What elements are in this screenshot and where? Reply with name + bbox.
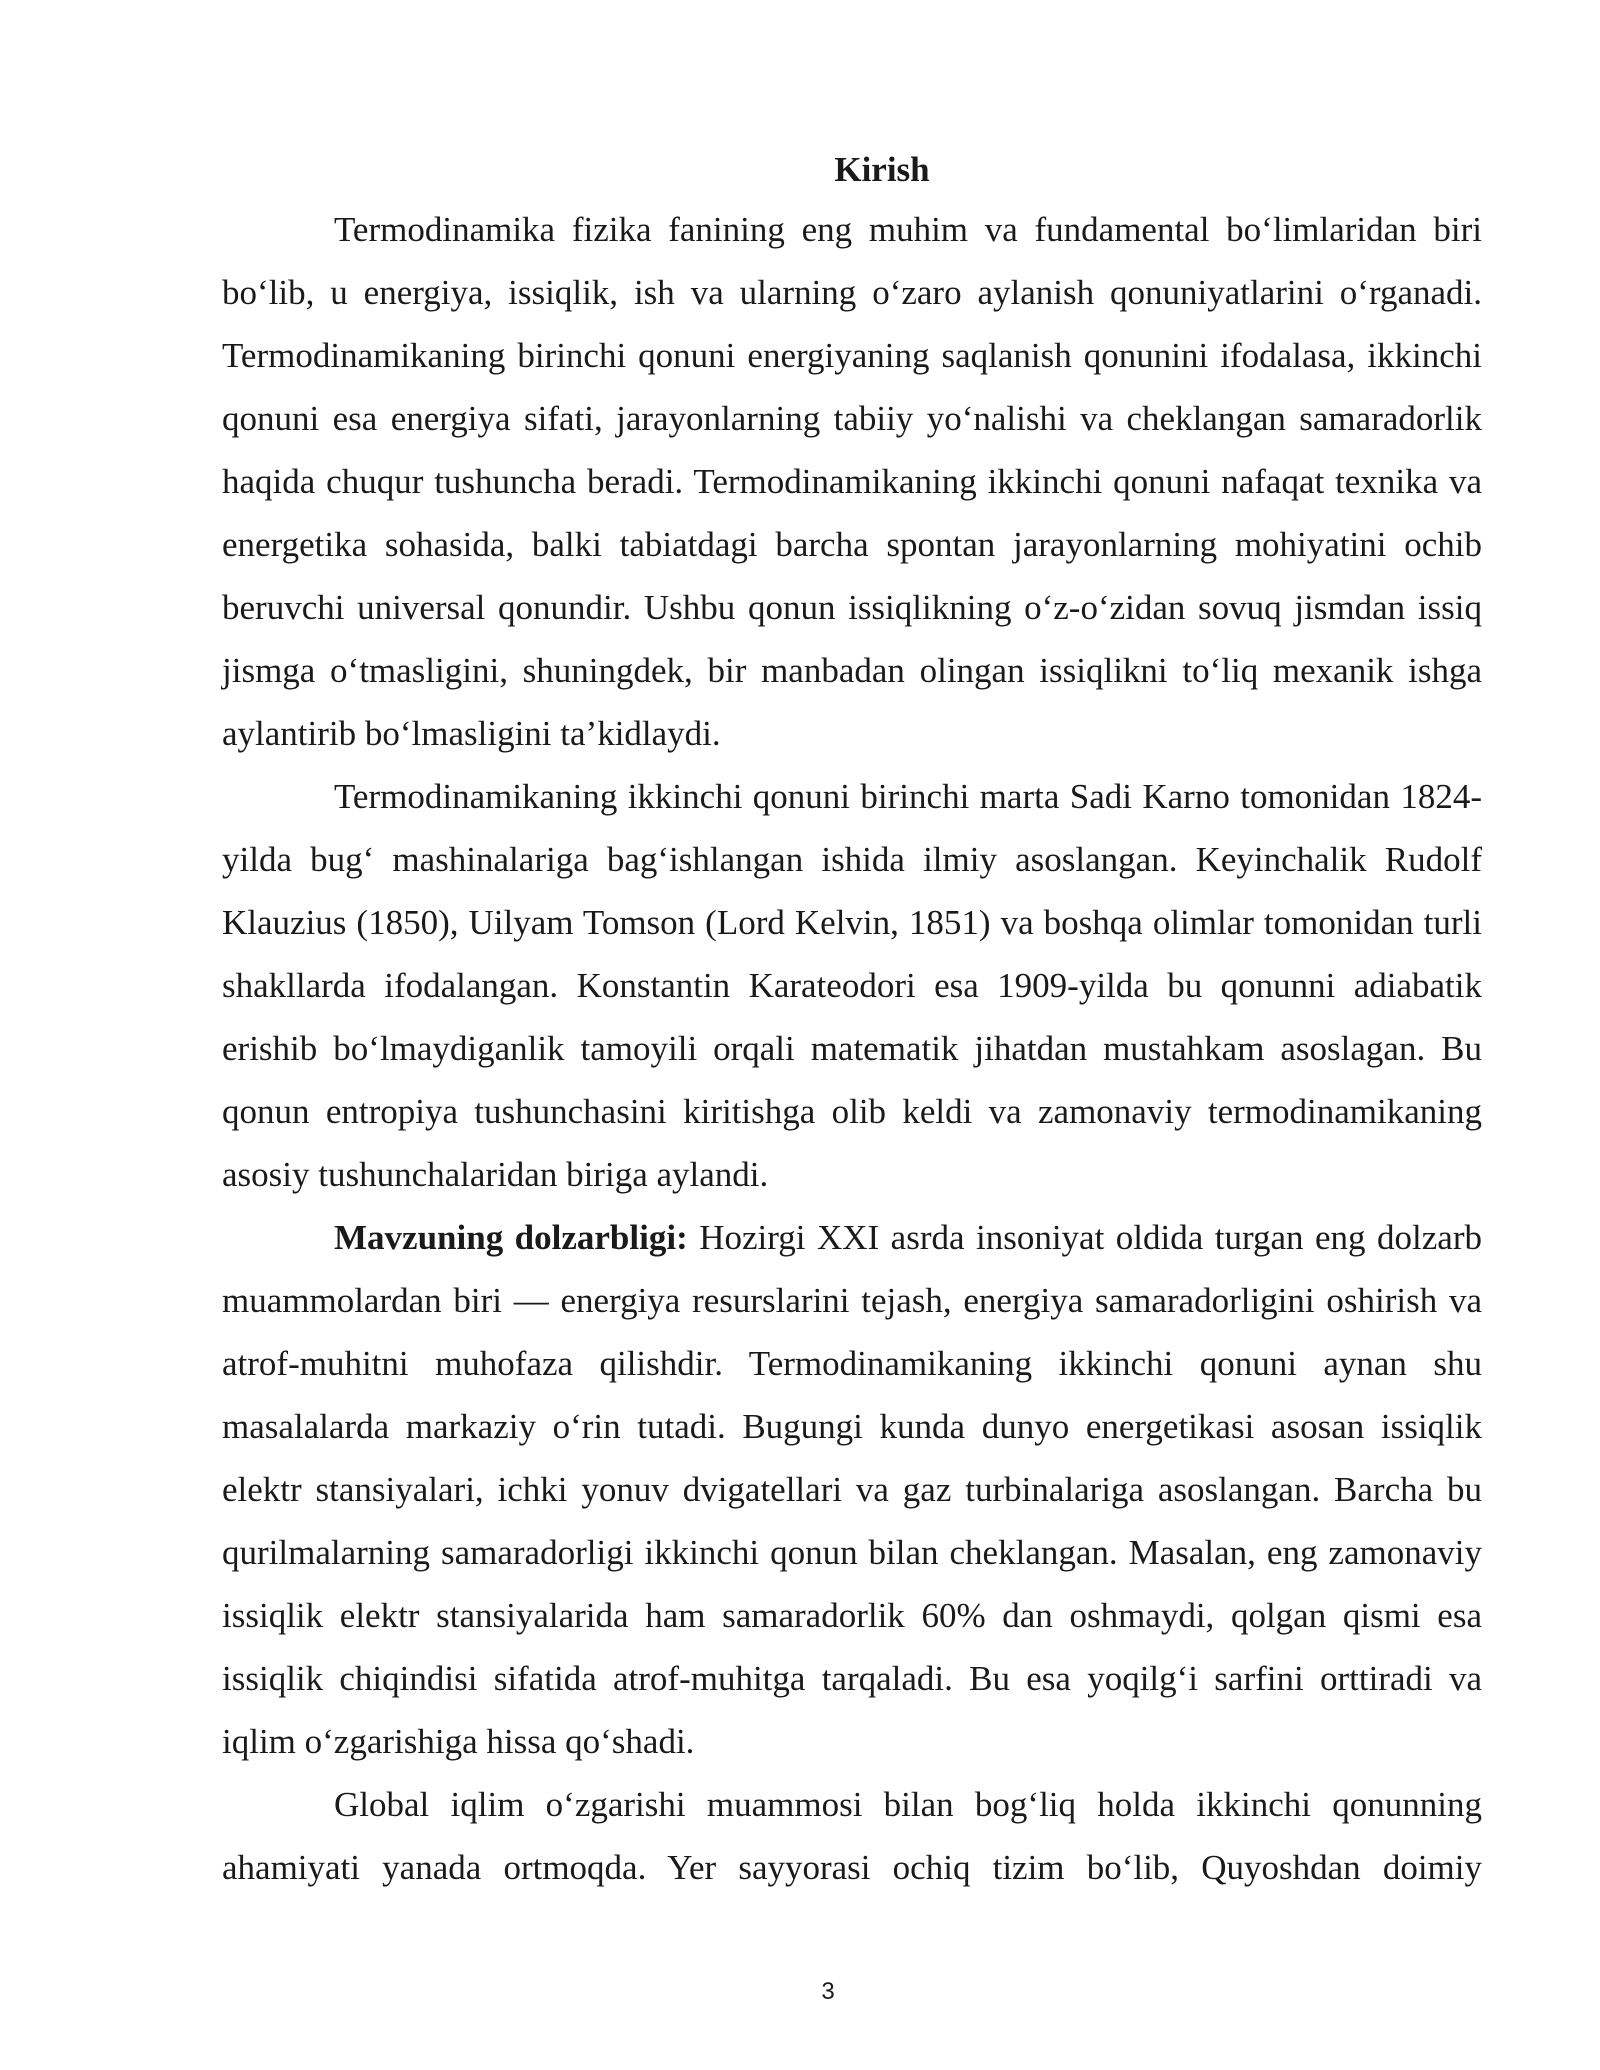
paragraph-text: Termodinamikaning ikkinchi qonuni birinchi marta Sadi Karno tomonidan 1824-yilda bug‘ mashinalariga bag‘ishlangan ishida ilmiy asoslangan. Keyinchalik Rudolf Klauzius (1850), Uilyam Tomson (Lord Kelvin, 1851) va boshqa olimlar tomonidan turli shakllarda ifodalangan. Konstantin Karateodori esa 1909-yilda bu qonunni adiabatik erishib bo‘lmaydiganlik tamoyili orqali matematik jihatdan mustahkam asoslagan. Bu qonun entropiya tushunchasini kiritishga olib keldi va zamonaviy termodinamikaning asosiy tushunchalaridan biriga aylandi. bbox=[222, 777, 1482, 1194]
page-content bbox=[222, 142, 1482, 1899]
paragraph-text: Global iqlim o‘zgarishi muammosi bilan bog‘liq holda ikkinchi qonunning ahamiyati yanada ortmoqda. Yer sayyorasi ochiq tizim bo‘lib, Quyoshdan doimiy bbox=[222, 1785, 1482, 1887]
paragraph-text: Hozirgi XXI asrda insoniyat oldida turgan eng dolzarb muammolardan biri — energiya resurslarini tejash, energiya samaradorligini oshirish va atrof-muhitni muhofaza qilishdir. Termodinamikaning ikkinchi qonuni aynan shu masalalarda markaziy o‘rin tutadi. Bugungi kunda dunyo energetikasi asosan issiqlik elektr stansiyalari, ichki yonuv dvigatellari va gaz turbinalariga asoslangan. Barcha bu qurilmalarning samaradorligi ikkinchi qonun bilan cheklangan. Masalan, eng zamonaviy issiqlik elektr stansiyalarida ham samaradorlik 60% dan oshmaydi, qolgan qismi esa issiqlik chiqindisi sifatida atrof-muhitga tarqaladi. Bu esa yoqilg‘i sarfini orttiradi va iqlim o‘zgarishiga hissa qo‘shadi. bbox=[222, 1218, 1482, 1761]
paragraph-4 bbox=[222, 1773, 1482, 1899]
section-title: Kirish bbox=[834, 150, 930, 189]
paragraph-lead: Mavzuning dolzarbligi: bbox=[334, 1218, 688, 1257]
paragraph-1 bbox=[222, 198, 1482, 765]
paragraph-3 bbox=[222, 1206, 1482, 1773]
paragraph-text: Termodinamika fizika fanining eng muhim va fundamental bo‘limlaridan biri bo‘lib, u energiya, issiqlik, ish va ularning o‘zaro aylanish qonuniyatlarini o‘rganadi. Termodinamikaning birinchi qonuni energiyaning saqlanish qonunini ifodalasa, ikkinchi qonuni esa energiya sifati, jarayonlarning tabiiy yo‘nalishi va cheklangan samaradorlik haqida chuqur tushuncha beradi. Termodinamikaning ikkinchi qonuni nafaqat texnika va energetika sohasida, balki tabiatdagi barcha spontan jarayonlarning mohiyatini ochib beruvchi universal qonundir. Ushbu qonun issiqlikning o‘z-o‘zidan sovuq jismdan issiq jismga o‘tmasligini, shuningdek, bir manbadan olingan issiqlikni to‘liq mexanik ishga aylantirib bo‘lmasligini ta’kidlaydi. bbox=[222, 210, 1482, 753]
page-number: 3 bbox=[821, 1978, 835, 2005]
paragraph-2 bbox=[222, 765, 1482, 1206]
